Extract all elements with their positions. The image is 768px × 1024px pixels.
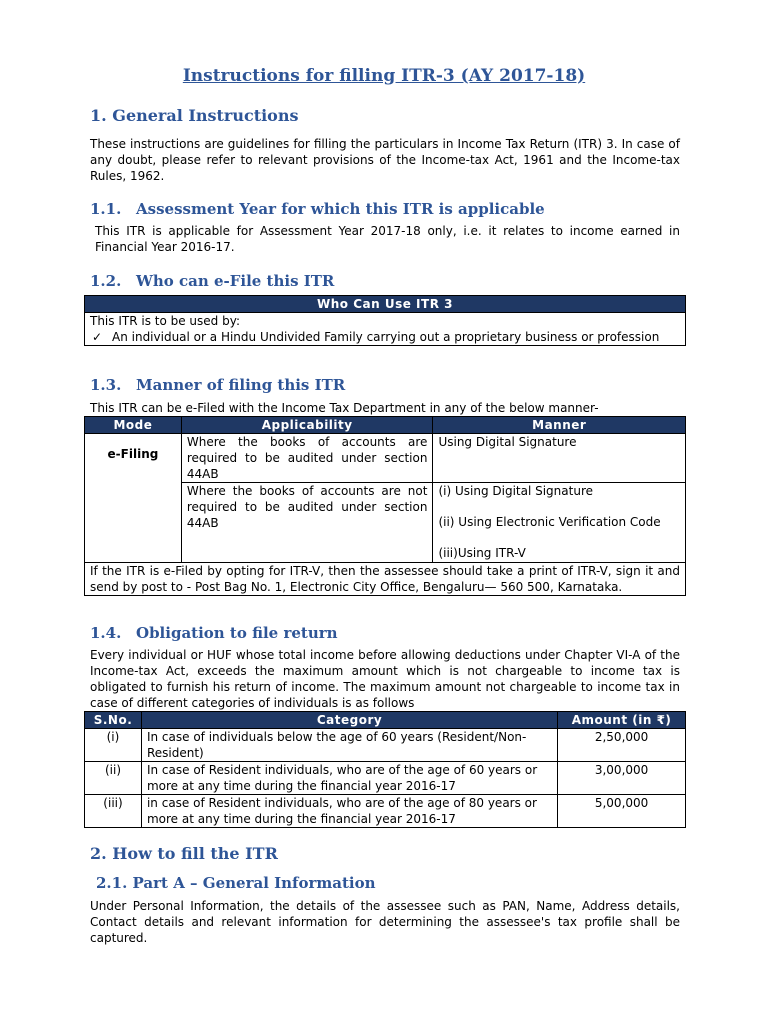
- subsection-heading-obligation: [90, 624, 690, 644]
- manner-option: (ii) Using Electronic Verification Code: [438, 515, 661, 529]
- who-can-use-cell: [85, 313, 686, 346]
- table-row: [85, 762, 686, 795]
- exemption-header-category: Category: [141, 712, 557, 729]
- subsection-number: 1.4.: [90, 624, 122, 642]
- subsection-title: Assessment Year for which this ITR is applicable: [136, 200, 545, 218]
- table-row: [85, 729, 686, 762]
- applicability-not-audited: Where the books of accounts are not required to be audited under section 44AB: [181, 483, 433, 563]
- manner-option: (iii)Using ITR-V: [438, 546, 526, 560]
- manner-header-applicability: Applicability: [181, 417, 433, 434]
- subsection-heading-part-a: 2.1. Part A – General Information: [96, 874, 376, 892]
- itr-v-note: If the ITR is e-Filed by opting for ITR-V, then the assessee should take a print of ITR-V, sign it and send by post to - Post Bag No. 1, Electronic City Office, Bengaluru— 560 500, Karnataka.: [85, 563, 686, 596]
- row-sno: (iii): [85, 795, 142, 828]
- row-sno: (i): [85, 729, 142, 762]
- who-can-use-intro: This ITR is to be used by:: [90, 314, 240, 328]
- manner-options: [433, 483, 686, 563]
- row-sno: (ii): [85, 762, 142, 795]
- page-title: Instructions for filling ITR-3 (AY 2017-18): [182, 66, 586, 86]
- subsection-title: Obligation to file return: [136, 624, 338, 642]
- row-category: in case of Resident individuals, who are of the age of 80 years or more at any time during the financial year 2016-17: [141, 795, 557, 828]
- section-heading-how-to-fill: 2. How to fill the ITR: [90, 844, 278, 863]
- who-can-use-table: [84, 295, 686, 346]
- subsection-heading-assessment-year: [90, 200, 690, 220]
- part-a-text: Under Personal Information, the details of the assessee such as PAN, Name, Address details, Contact details and relevant information for determining the assessee's tax profile shall be captured.: [90, 899, 680, 945]
- applicability-audited: Where the books of accounts are required to be audited under section 44AB: [181, 434, 433, 483]
- manner-header-mode: Mode: [85, 417, 182, 434]
- subsection-number: 1.2.: [90, 272, 122, 290]
- exemption-header-amount: Amount (in ₹): [558, 712, 686, 729]
- subsection-title: Who can e-File this ITR: [136, 272, 335, 290]
- table-row: [85, 795, 686, 828]
- obligation-text: Every individual or HUF whose total income before allowing deductions under Chapter VI-A of the Income-tax Act, exceeds the maximum amount which is not chargeable to income tax is obligated to furnish his return of income. The maximum amount not chargeable to income tax in case of different categories of individuals is as follows: [90, 648, 680, 710]
- who-can-use-item-text: An individual or a Hindu Undivided Family carrying out a proprietary business or profession: [112, 330, 660, 344]
- checkmark-icon: ✓: [92, 330, 103, 344]
- manner-intro-text: This ITR can be e-Filed with the Income Tax Department in any of the below manner-: [90, 401, 599, 415]
- manner-digital-signature: Using Digital Signature: [433, 434, 686, 483]
- subsection-heading-who-can-efile: [90, 272, 690, 292]
- section-heading-general-instructions: 1. General Instructions: [90, 106, 299, 125]
- mode-efiling: e-Filing: [85, 434, 182, 563]
- general-instructions-text: These instructions are guidelines for filling the particulars in Income Tax Return (ITR) 3. In case of any doubt, please refer to relevant provisions of the Income-tax Act, 1961 and the Income-tax Rules, 1962.: [90, 137, 680, 183]
- manner-header-manner: Manner: [433, 417, 686, 434]
- row-amount: 3,00,000: [558, 762, 686, 795]
- manner-option: (i) Using Digital Signature: [438, 484, 593, 498]
- manner-of-filing-table: [84, 416, 686, 596]
- who-can-use-header: Who Can Use ITR 3: [85, 296, 686, 313]
- row-amount: 2,50,000: [558, 729, 686, 762]
- assessment-year-text: This ITR is applicable for Assessment Year 2017-18 only, i.e. it relates to income earned in Financial Year 2016-17.: [95, 224, 680, 254]
- exemption-header-sno: S.No.: [85, 712, 142, 729]
- who-can-use-item: [90, 329, 680, 345]
- exemption-limit-table: [84, 711, 686, 828]
- row-category: In case of individuals below the age of 60 years (Resident/Non-Resident): [141, 729, 557, 762]
- subsection-title: Manner of filing this ITR: [136, 376, 346, 394]
- row-category: In case of Resident individuals, who are of the age of 60 years or more at any time during the financial year 2016-17: [141, 762, 557, 795]
- row-amount: 5,00,000: [558, 795, 686, 828]
- subsection-number: 1.1.: [90, 200, 122, 218]
- subsection-number: 1.3.: [90, 376, 122, 394]
- subsection-heading-manner-of-filing: [90, 376, 690, 396]
